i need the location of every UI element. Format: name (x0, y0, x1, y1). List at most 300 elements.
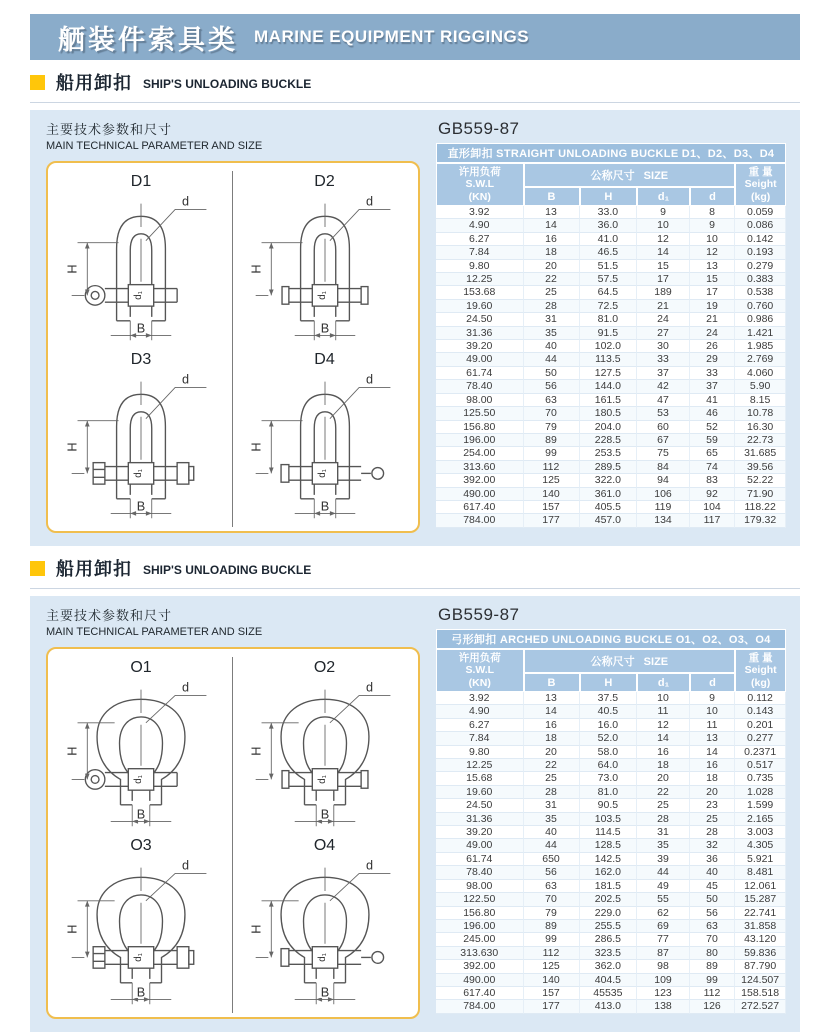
table-cell: 156.80 (436, 907, 524, 920)
table-cell: 20 (690, 786, 736, 799)
table-cell: 49 (637, 880, 690, 893)
standard-number: GB559-87 (438, 605, 520, 624)
table-cell: 33 (637, 353, 690, 366)
table-cell: 39.20 (436, 340, 524, 353)
table-cell: 83 (690, 474, 736, 487)
size-subcol-header: B (524, 673, 580, 692)
table-cell: 0.517 (735, 759, 786, 772)
dim-h-label: H (65, 442, 80, 452)
dim-b-label: B (136, 985, 146, 1000)
table-cell: 51.5 (580, 260, 638, 273)
table-cell: 1.985 (735, 340, 786, 353)
table-cell: 0.986 (735, 313, 786, 326)
table-cell: 9.80 (436, 260, 524, 273)
table-cell: 87.790 (735, 960, 786, 973)
table-cell: 70 (524, 893, 580, 906)
table-row (436, 313, 786, 326)
size-label-en: SIZE (643, 656, 669, 668)
table-cell: 40 (690, 866, 736, 879)
table-cell: 61.74 (436, 853, 524, 866)
table-cell: 13 (690, 732, 736, 745)
table-cell: 91.5 (580, 327, 638, 340)
banner-title-en: MARINE EQUIPMENT RIGGINGS (254, 27, 530, 46)
table-cell: 392.00 (436, 474, 524, 487)
table-cell: 16.0 (580, 719, 638, 732)
table-cell: 0.277 (735, 732, 786, 745)
table-cell: 14 (637, 246, 690, 259)
swl-label-zh: 许用负荷 (458, 651, 501, 664)
table-cell: 0.086 (735, 219, 786, 232)
table-cell: 13 (524, 206, 580, 219)
table-cell: 28 (637, 813, 690, 826)
table-cell: 103.5 (580, 813, 638, 826)
table-row (436, 947, 786, 960)
bow-shackle-drawing (58, 855, 224, 1013)
table-cell: 36 (690, 853, 736, 866)
table-cell: 0.279 (735, 260, 786, 273)
dim-b-label: B (136, 499, 146, 514)
table-cell: 229.0 (580, 907, 638, 920)
table-cell: 289.5 (580, 461, 638, 474)
diagram-label: O4 (313, 837, 336, 854)
table-cell: 73.0 (580, 772, 638, 785)
table-cell: 7.84 (436, 246, 524, 259)
table-cell: 36.0 (580, 219, 638, 232)
table-cell: 44 (637, 866, 690, 879)
table-cell: 156.80 (436, 421, 524, 434)
size-subcol-header: d₁ (637, 187, 690, 206)
table-cell: 41.0 (580, 233, 638, 246)
table-cell: 35 (524, 327, 580, 340)
table-row (436, 353, 786, 366)
table-cell: 245.00 (436, 933, 524, 946)
table-cell: 29 (690, 353, 736, 366)
size-subcol-header: d (690, 673, 736, 692)
table-cell: 180.5 (580, 407, 638, 420)
table-cell: 16.30 (735, 421, 786, 434)
table-cell: 5.90 (735, 380, 786, 393)
weight-label-en: Seight (744, 178, 777, 191)
table-cell: 58.0 (580, 746, 638, 759)
table-cell: 361.0 (580, 488, 638, 501)
table-cell: 113.5 (580, 353, 638, 366)
table-header (436, 143, 786, 206)
table-cell: 92 (690, 488, 736, 501)
table-cell: 26 (690, 340, 736, 353)
table-cell: 12.061 (735, 880, 786, 893)
table-cell: 63 (690, 920, 736, 933)
size-column-header (524, 649, 736, 673)
param-label-zh: 主要技术参数和尺寸 (46, 122, 173, 137)
weight-label-zh: 重 量 (748, 651, 773, 664)
table-cell: 18 (524, 246, 580, 259)
table-cell: 53 (637, 407, 690, 420)
diagram-label: D1 (130, 173, 152, 190)
table-cell: 8.15 (735, 394, 786, 407)
table-cell: 15.287 (735, 893, 786, 906)
table-row (436, 407, 786, 420)
table-cell: 7.84 (436, 732, 524, 745)
table-cell: 52.22 (735, 474, 786, 487)
swl-label-en: S.W.L (465, 178, 495, 191)
table-cell: 0.201 (735, 719, 786, 732)
table-cell: 196.00 (436, 920, 524, 933)
d-shackle-drawing (242, 191, 408, 349)
table-cell: 4.305 (735, 839, 786, 852)
table-cell: 204.0 (580, 421, 638, 434)
table-cell: 4.060 (735, 367, 786, 380)
diagram-label: O1 (130, 659, 152, 676)
table-cell: 37.5 (580, 692, 638, 705)
table-cell: 37 (690, 380, 736, 393)
table-cell: 46 (690, 407, 736, 420)
table-cell: 11 (637, 705, 690, 718)
table-cell: 28 (690, 826, 736, 839)
table-cell: 157 (524, 501, 580, 514)
table-cell: 20 (524, 746, 580, 759)
section-title-en: SHIP'S UNLOADING BUCKLE (143, 76, 312, 91)
table-cell: 490.00 (436, 974, 524, 987)
dim-d1-label: d₁ (316, 953, 328, 962)
dim-h-label: H (249, 924, 264, 934)
param-label-en: MAIN TECHNICAL PARAMETER AND SIZE (46, 626, 263, 638)
table-cell: 70 (524, 407, 580, 420)
swl-column-header (436, 163, 524, 206)
table-cell: 12 (637, 719, 690, 732)
table-cell: 124.507 (735, 974, 786, 987)
table-cell: 78.40 (436, 866, 524, 879)
table-cell: 9.80 (436, 746, 524, 759)
table-body (436, 206, 786, 528)
table-cell: 24.50 (436, 799, 524, 812)
table-cell: 13 (524, 692, 580, 705)
table-cell: 31.685 (735, 447, 786, 460)
dim-d1-label: d₁ (133, 953, 144, 962)
table-cell: 162.0 (580, 866, 638, 879)
table-cell: 104 (690, 501, 736, 514)
table-cell: 228.5 (580, 434, 638, 447)
table-cell: 77 (637, 933, 690, 946)
dim-d1-label: d₁ (316, 775, 328, 784)
table-cell: 67 (637, 434, 690, 447)
table-cell: 0.143 (735, 705, 786, 718)
table-row (436, 447, 786, 460)
table-cell: 1.421 (735, 327, 786, 340)
table-cell: 98 (637, 960, 690, 973)
table-cell: 16 (524, 719, 580, 732)
table-cell: 15.68 (436, 772, 524, 785)
table-row (436, 367, 786, 380)
table-cell: 98.00 (436, 394, 524, 407)
diagram-cell (233, 835, 416, 1013)
table-cell: 39 (637, 853, 690, 866)
table-row (436, 206, 786, 219)
table-cell: 322.0 (580, 474, 638, 487)
table-cell: 8 (690, 206, 736, 219)
table-cell: 122.50 (436, 893, 524, 906)
table-cell: 16 (524, 233, 580, 246)
table-cell: 89 (690, 960, 736, 973)
weight-label-zh: 重 量 (748, 165, 773, 178)
table-cell: 57.5 (580, 273, 638, 286)
table-cell: 21 (690, 313, 736, 326)
table-cell: 70 (690, 933, 736, 946)
table-row (436, 394, 786, 407)
weight-column-header (735, 163, 786, 206)
table-cell: 313.630 (436, 947, 524, 960)
table-cell: 12.25 (436, 759, 524, 772)
weight-unit: (kg) (751, 190, 771, 203)
dim-h-label: H (65, 264, 80, 274)
table-cell: 24.50 (436, 313, 524, 326)
dim-b-label: B (320, 499, 329, 514)
dim-d-label: d (182, 858, 190, 873)
size-subcol-header: d₁ (637, 673, 690, 692)
weight-column-header (735, 649, 786, 692)
table-cell: 1.028 (735, 786, 786, 799)
table-cell: 313.60 (436, 461, 524, 474)
table-cell: 158.518 (735, 987, 786, 1000)
diagram-grid (46, 647, 420, 1019)
banner-title-zh: 舾装件索具类 (58, 24, 238, 55)
table-cell: 79 (524, 907, 580, 920)
section-heading (30, 546, 800, 589)
table-cell: 37 (637, 367, 690, 380)
table-cell: 40 (524, 340, 580, 353)
diagram-label: D4 (314, 351, 335, 368)
table-cell: 84 (637, 461, 690, 474)
table-cell: 19.60 (436, 786, 524, 799)
d-shackle-drawing (242, 369, 408, 527)
table-cell: 112 (524, 461, 580, 474)
table-cell: 177 (524, 1000, 580, 1013)
table-row (436, 719, 786, 732)
table-cell: 161.5 (580, 394, 638, 407)
diagram-cell (50, 349, 233, 527)
table-row (436, 340, 786, 353)
table-body (436, 692, 786, 1014)
table-cell: 22.73 (735, 434, 786, 447)
table-cell: 0.2371 (735, 746, 786, 759)
swl-unit: (KN) (468, 190, 491, 203)
table-cell: 9 (690, 219, 736, 232)
dim-d1-label: d₁ (133, 469, 144, 478)
table-cell: 19.60 (436, 300, 524, 313)
section-title-zh: 船用卸扣 (56, 559, 132, 579)
table-cell: 79 (524, 421, 580, 434)
table-cell: 17 (690, 286, 736, 299)
table-cell: 5.921 (735, 853, 786, 866)
table-row (436, 260, 786, 273)
table-cell: 90.5 (580, 799, 638, 812)
table-cell: 392.00 (436, 960, 524, 973)
table-cell: 75 (637, 447, 690, 460)
table-cell: 617.40 (436, 987, 524, 1000)
table-row (436, 514, 786, 527)
diagram-label: D2 (314, 173, 335, 190)
table-cell: 22 (524, 759, 580, 772)
dim-h-label: H (249, 442, 264, 452)
section-title-en: SHIP'S UNLOADING BUCKLE (143, 562, 312, 577)
table-cell: 254.00 (436, 447, 524, 460)
table-cell: 33 (690, 367, 736, 380)
table-cell: 31.36 (436, 327, 524, 340)
dim-d-label: d (365, 858, 373, 873)
diagram-cell (50, 835, 233, 1013)
table-cell: 112 (524, 947, 580, 960)
dim-d-label: d (365, 680, 373, 695)
table-cell: 31 (524, 313, 580, 326)
table-cell: 21 (637, 300, 690, 313)
table-cell: 33.0 (580, 206, 638, 219)
table-cell: 102.0 (580, 340, 638, 353)
table-cell: 99 (524, 933, 580, 946)
table-row (436, 692, 786, 705)
table-row (436, 746, 786, 759)
table-cell: 78.40 (436, 380, 524, 393)
table-group-header: 直形卸扣 STRAIGHT UNLOADING BUCKLE D1、D2、D3、D4 (436, 143, 786, 163)
table-cell: 14 (524, 219, 580, 232)
diagram-label: O2 (313, 659, 336, 676)
table-cell: 87 (637, 947, 690, 960)
table-cell: 40 (524, 826, 580, 839)
table-cell: 181.5 (580, 880, 638, 893)
table-cell: 98.00 (436, 880, 524, 893)
bow-shackle-drawing (242, 677, 408, 835)
table-cell: 128.5 (580, 839, 638, 852)
table-row (436, 866, 786, 879)
table-cell: 99 (524, 447, 580, 460)
table-row (436, 772, 786, 785)
table-cell: 30 (637, 340, 690, 353)
table-cell: 362.0 (580, 960, 638, 973)
diagram-label: D3 (130, 351, 152, 368)
table-cell: 22 (637, 786, 690, 799)
table-cell: 125.50 (436, 407, 524, 420)
swl-label-en: S.W.L (465, 664, 495, 677)
table-cell: 31 (524, 799, 580, 812)
table-row (436, 488, 786, 501)
table-cell: 10 (637, 219, 690, 232)
table-cell: 12.25 (436, 273, 524, 286)
table-cell: 10 (637, 692, 690, 705)
table-row (436, 286, 786, 299)
table-cell: 41 (690, 394, 736, 407)
table-cell: 81.0 (580, 786, 638, 799)
dim-h-label: H (65, 924, 80, 934)
d-shackle-drawing (58, 369, 224, 527)
table-cell: 17 (637, 273, 690, 286)
table-cell: 14 (637, 732, 690, 745)
diagram-label: O3 (130, 837, 152, 854)
table-cell: 6.27 (436, 233, 524, 246)
table-cell: 65 (690, 447, 736, 460)
table-cell: 64.0 (580, 759, 638, 772)
table-cell: 12 (637, 233, 690, 246)
table-cell: 138 (637, 1000, 690, 1013)
table-cell: 14 (690, 746, 736, 759)
dim-d1-label: d₁ (316, 469, 328, 478)
dim-d-label: d (365, 372, 373, 387)
table-cell: 28 (524, 300, 580, 313)
table-cell: 35 (524, 813, 580, 826)
table-row (436, 799, 786, 812)
table-cell: 6.27 (436, 719, 524, 732)
swl-column-header (436, 649, 524, 692)
table-cell: 255.5 (580, 920, 638, 933)
dim-d-label: d (182, 372, 190, 387)
table-cell: 2.769 (735, 353, 786, 366)
table-cell: 39.20 (436, 826, 524, 839)
table-row (436, 987, 786, 1000)
table-cell: 61.74 (436, 367, 524, 380)
dim-b-label: B (320, 807, 329, 822)
table-row (436, 920, 786, 933)
table-row (436, 434, 786, 447)
table-cell: 71.90 (735, 488, 786, 501)
table-row (436, 839, 786, 852)
table-cell: 142.5 (580, 853, 638, 866)
param-label-en: MAIN TECHNICAL PARAMETER AND SIZE (46, 140, 263, 152)
table-cell: 44 (524, 353, 580, 366)
table-cell: 10 (690, 705, 736, 718)
table-cell: 1.599 (735, 799, 786, 812)
catalog-section (30, 546, 800, 1032)
dim-d1-label: d₁ (133, 775, 144, 784)
table-cell: 10 (690, 233, 736, 246)
table-cell: 10.78 (735, 407, 786, 420)
dim-d1-label: d₁ (133, 291, 144, 300)
size-subcol-header: H (580, 187, 638, 206)
table-cell: 72.5 (580, 300, 638, 313)
table-cell: 39.56 (735, 461, 786, 474)
table-row (436, 813, 786, 826)
table-cell: 3.92 (436, 692, 524, 705)
table-cell: 14 (524, 705, 580, 718)
table-cell: 27 (637, 327, 690, 340)
table-cell: 286.5 (580, 933, 638, 946)
table-cell: 45 (690, 880, 736, 893)
table-cell: 42 (637, 380, 690, 393)
table-header (436, 629, 786, 692)
table-cell: 50 (524, 367, 580, 380)
table-panel (436, 605, 786, 1014)
d-shackle-drawing (58, 191, 224, 349)
table-row (436, 960, 786, 973)
dim-b-label: B (136, 807, 146, 822)
table-cell: 49.00 (436, 353, 524, 366)
table-cell: 74 (690, 461, 736, 474)
table-cell: 46.5 (580, 246, 638, 259)
table-cell: 0.059 (735, 206, 786, 219)
table-cell: 25 (637, 799, 690, 812)
table-cell: 15 (690, 273, 736, 286)
table-row (436, 501, 786, 514)
swl-unit: (KN) (468, 676, 491, 689)
size-subcol-header: H (580, 673, 638, 692)
dim-b-label: B (136, 321, 146, 336)
table-row (436, 1000, 786, 1013)
table-row (436, 273, 786, 286)
table-cell: 179.32 (735, 514, 786, 527)
diagram-cell (233, 349, 416, 527)
table-group-header: 弓形卸扣 ARCHED UNLOADING BUCKLE O1、O2、O3、O4 (436, 629, 786, 649)
table-cell: 25 (524, 286, 580, 299)
bow-shackle-drawing (58, 677, 224, 835)
table-row (436, 421, 786, 434)
table-cell: 119 (637, 501, 690, 514)
table-cell: 140 (524, 488, 580, 501)
